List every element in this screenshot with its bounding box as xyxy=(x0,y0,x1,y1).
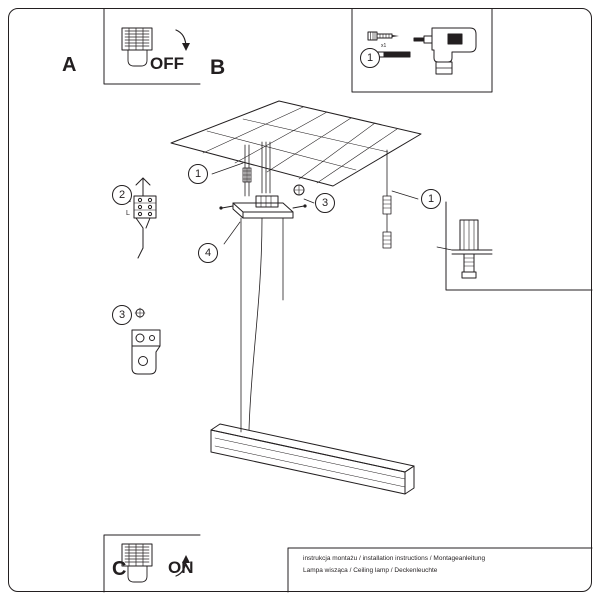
terminal-l-label: L xyxy=(126,210,130,217)
footer-line-2: Lampa wisząca / Ceiling lamp / Deckenleuchte xyxy=(303,567,438,574)
state-on-label: ON xyxy=(168,558,194,577)
section-letter-b: B xyxy=(210,56,226,79)
state-off-label: OFF xyxy=(150,54,184,73)
callout-3-center: 3 xyxy=(315,193,335,213)
step-badge-3-connector: 3 xyxy=(112,305,132,325)
callout-4-left: 4 xyxy=(198,243,218,263)
step-badge-2-terminal: 2 xyxy=(112,185,132,205)
step-badge-1-drill: 1 xyxy=(360,48,380,68)
callout-1-top-right: 1 xyxy=(421,189,441,209)
footer-line-1: instrukcja montażu / installation instructions / Montageanleitung xyxy=(303,555,486,562)
callout-1-top-left: 1 xyxy=(188,164,208,184)
section-letter-a: A xyxy=(62,54,77,76)
section-letter-c: C xyxy=(112,558,127,580)
anchor-quantity-label: x1 xyxy=(381,43,387,49)
